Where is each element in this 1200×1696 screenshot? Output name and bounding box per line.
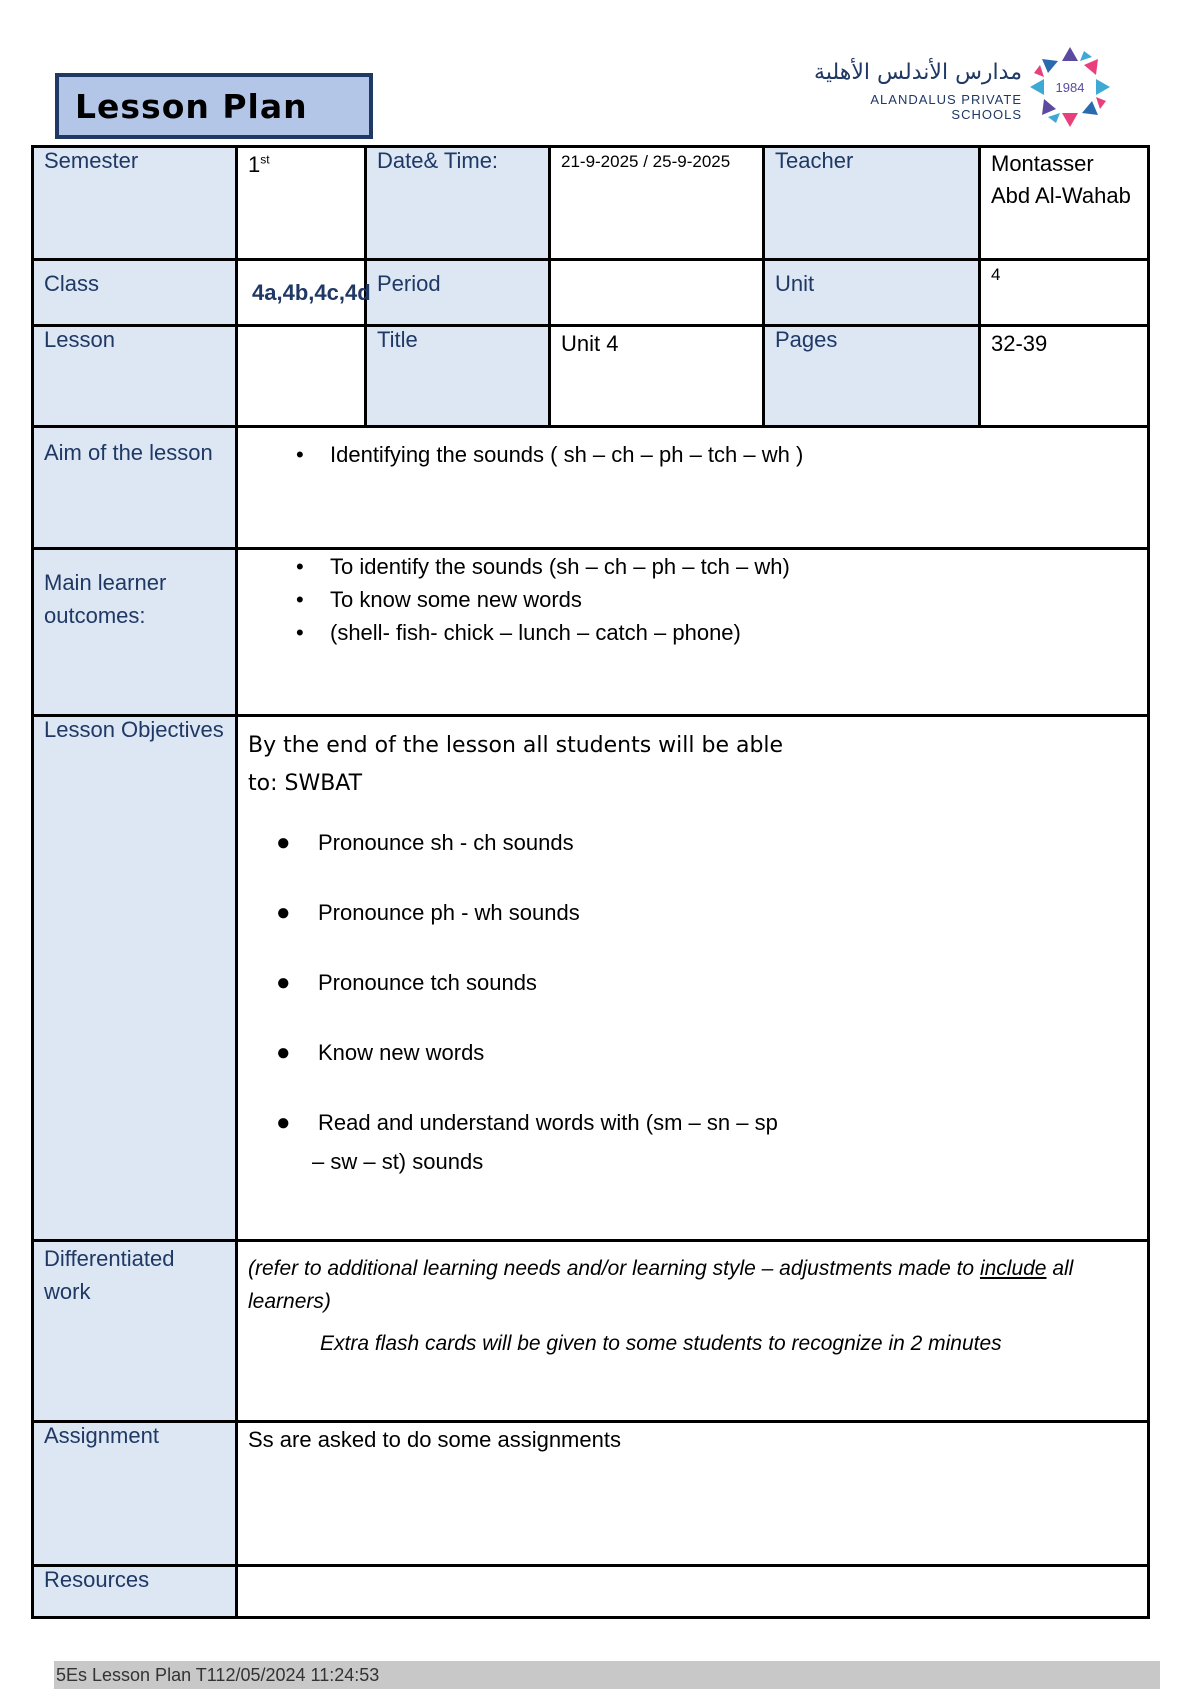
lesson-label: Lesson	[33, 326, 237, 427]
outcomes-label: Main learner outcomes:	[33, 549, 237, 716]
logo-star-icon	[1025, 42, 1115, 132]
date-time-label: Date& Time:	[366, 147, 550, 260]
outcome-item: • (shell- fish- chick – lunch – catch – phone)	[288, 616, 1137, 649]
logo-arabic-text: مدارس الأندلس الأهلية	[814, 60, 1022, 85]
objective-item: ● Know new words	[276, 1033, 1147, 1072]
teacher-value: Montasser Abd Al-Wahab	[980, 147, 1149, 260]
objective-item: ● Pronounce ph - wh sounds	[276, 893, 1147, 932]
resources-value	[237, 1566, 1149, 1618]
aim-item: • Identifying the sounds ( sh – ch – ph – tch – wh )	[288, 438, 1137, 471]
objective-item-text: Read and understand words with (sm – sn – sp	[318, 1110, 778, 1135]
table-row	[33, 1241, 1149, 1422]
resources-label: Resources	[33, 1566, 237, 1618]
differentiated-detail: Extra flash cards will be given to some students to recognize in 2 minutes	[320, 1332, 1002, 1355]
unit-value: 4	[980, 260, 1149, 326]
outcomes-value	[237, 549, 1149, 716]
teacher-label: Teacher	[764, 147, 980, 260]
semester-value: 1st	[237, 147, 366, 260]
assignment-label: Assignment	[33, 1422, 237, 1566]
title-value: Unit 4	[550, 326, 764, 427]
table-row	[33, 427, 1149, 549]
differentiated-label: Differentiated work	[33, 1241, 237, 1422]
aim-value	[237, 427, 1149, 549]
table-row	[33, 147, 1149, 260]
table-row	[33, 549, 1149, 716]
table-row	[33, 260, 1149, 326]
objective-item	[276, 1103, 1147, 1181]
pages-value: 32-39	[980, 326, 1149, 427]
objectives-label: Lesson Objectives	[33, 716, 237, 1241]
table-row	[33, 326, 1149, 427]
period-label: Period	[366, 260, 550, 326]
lesson-plan-table	[31, 145, 1150, 1619]
differentiated-value	[237, 1241, 1149, 1422]
page-title: Lesson Plan	[75, 86, 308, 126]
objective-item: ● Pronounce tch sounds	[276, 963, 1147, 1002]
lesson-plan-title-box	[55, 73, 373, 139]
differentiated-note: (refer to additional learning needs and/or learning style – adjustments made to include all learners)	[248, 1257, 1074, 1313]
table-row	[33, 1566, 1149, 1618]
footer-bar	[54, 1661, 1160, 1689]
logo-year: 1984	[1055, 80, 1085, 95]
outcome-item: • To know some new words	[288, 583, 1137, 616]
title-label: Title	[366, 326, 550, 427]
footer-text: 5Es Lesson Plan T112/05/2024 11:24:53	[56, 1665, 380, 1685]
outcome-item: • To identify the sounds (sh – ch – ph – tch – wh)	[288, 550, 1137, 583]
period-value	[550, 260, 764, 326]
lesson-value	[237, 326, 366, 427]
class-value: 4a,4b,4c,4d	[237, 260, 366, 326]
objective-item-continuation: – sw – st) sounds	[312, 1149, 484, 1174]
objective-item: ● Pronounce sh - ch sounds	[276, 823, 1147, 862]
logo-english-text: ALANDALUS PRIVATE SCHOOLS	[870, 92, 1022, 122]
assignment-value: Ss are asked to do some assignments	[237, 1422, 1149, 1566]
unit-label: Unit	[764, 260, 980, 326]
school-logo	[800, 42, 1120, 132]
table-row	[33, 716, 1149, 1241]
class-label: Class	[33, 260, 237, 326]
aim-label: Aim of the lesson	[33, 427, 237, 549]
objectives-value	[237, 716, 1149, 1241]
date-time-value: 21-9-2025 / 25-9-2025	[550, 147, 764, 260]
pages-label: Pages	[764, 326, 980, 427]
semester-label: Semester	[33, 147, 237, 260]
objectives-intro: By the end of the lesson all students will be able to: SWBAT	[248, 733, 784, 796]
table-row	[33, 1422, 1149, 1566]
